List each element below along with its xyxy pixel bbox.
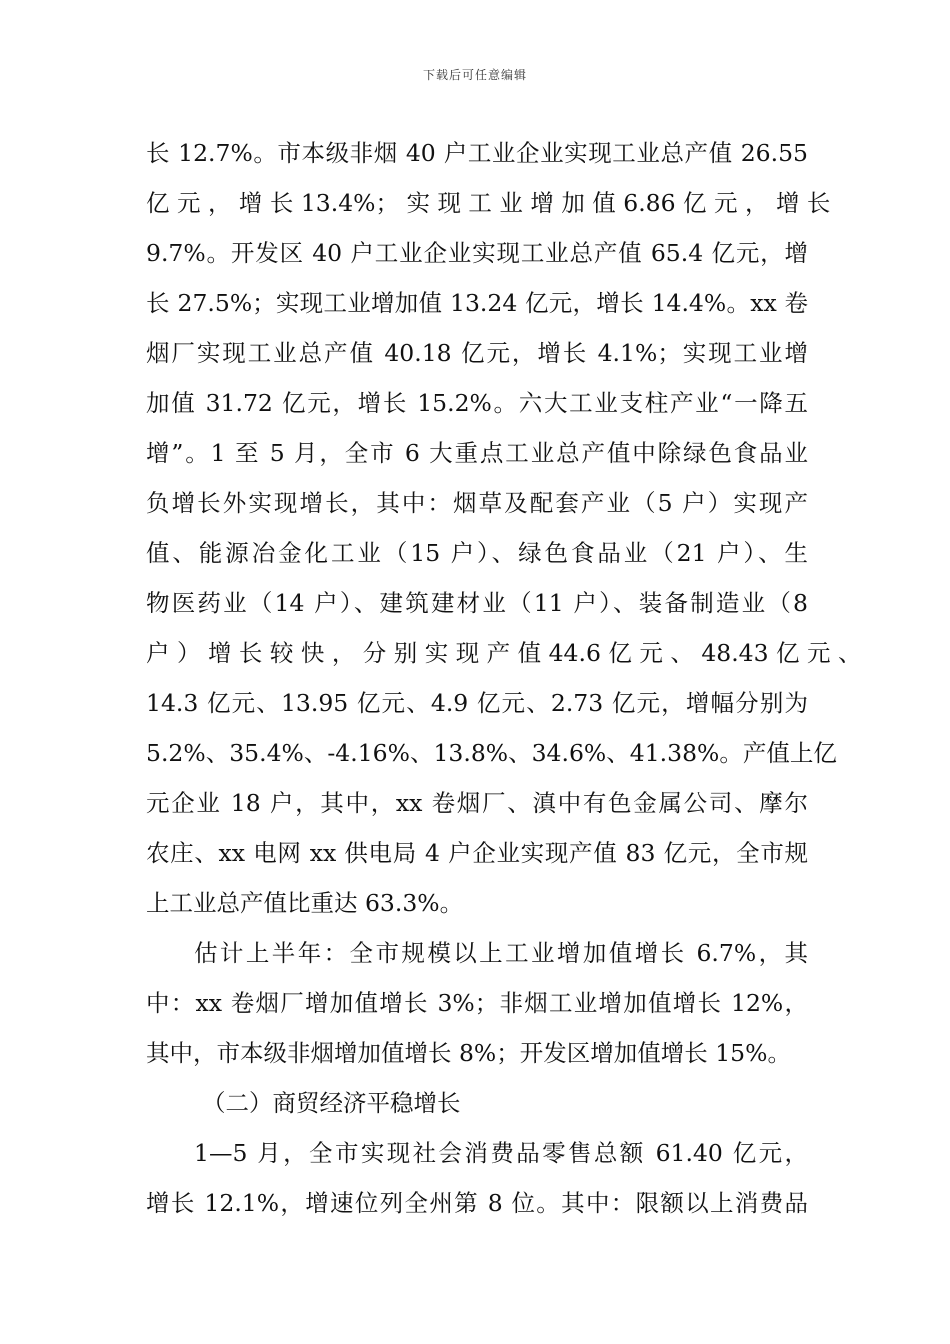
text-line: 户 ） 增 长 较 快 ， 分 别 实 现 产 值 44.6 亿 元 、 48.43 亿 元 、	[146, 639, 862, 667]
text-line: 1—5 月，全市实现社会消费品零售总额 61.40 亿元，	[194, 1139, 808, 1167]
text-line: 增长 12.1%，增速位列全州第 8 位。其中：限额以上消费品	[146, 1189, 808, 1217]
text-line: 农庄、xx 电网 xx 供电局 4 户企业实现产值 83 亿元，全市规	[146, 839, 808, 867]
text-line: 加值 31.72 亿元，增长 15.2%。六大工业支柱产业“一降五	[146, 389, 808, 417]
document-body	[146, 128, 862, 1228]
text-line: 烟厂实现工业总产值 40.18 亿元，增长 4.1%；实现工业增	[146, 339, 808, 367]
text-line: 其中，市本级非烟增加值增长 8%；开发区增加值增长 15%。	[146, 1039, 791, 1067]
text-line: （二）商贸经济平稳增长	[202, 1089, 461, 1117]
text-line: 5.2%、35.4%、-4.16%、13.8%、34.6%、41.38%。产值上亿	[146, 739, 837, 767]
text-line: 负增长外实现增长，其中：烟草及配套产业（5 户）实现产	[146, 489, 808, 517]
text-line: 上工业总产值比重达 63.3%。	[146, 889, 464, 917]
text-line: 长 27.5%；实现工业增加值 13.24 亿元，增长 14.4%。xx 卷	[146, 289, 808, 317]
text-line: 增”。1 至 5 月，全市 6 大重点工业总产值中除绿色食品业	[146, 439, 808, 467]
text-line: 中：xx 卷烟厂增加值增长 3%；非烟工业增加值增长 12%，	[146, 989, 808, 1017]
text-line: 元企业 18 户，其中，xx 卷烟厂、滇中有色金属公司、摩尔	[146, 789, 808, 817]
text-line: 亿 元 ， 增 长 13.4%； 实 现 工 业 增 加 值 6.86 亿 元 ， 增 长	[146, 189, 831, 217]
text-line: 9.7%。开发区 40 户工业企业实现工业总产值 65.4 亿元，增	[146, 239, 808, 267]
text-line: 长 12.7%。市本级非烟 40 户工业企业实现工业总产值 26.55	[146, 139, 808, 167]
page-header: 下载后可任意编辑	[422, 68, 527, 82]
text-line: 估计上半年：全市规模以上工业增加值增长 6.7%，其	[194, 939, 808, 967]
text-line: 14.3 亿元、13.95 亿元、4.9 亿元、2.73 亿元，增幅分别为	[146, 689, 808, 717]
text-line: 物医药业（14 户）、建筑建材业（11 户）、装备制造业（8	[146, 589, 808, 617]
text-line: 值、能源冶金化工业（15 户）、绿色食品业（21 户）、生	[146, 539, 808, 567]
